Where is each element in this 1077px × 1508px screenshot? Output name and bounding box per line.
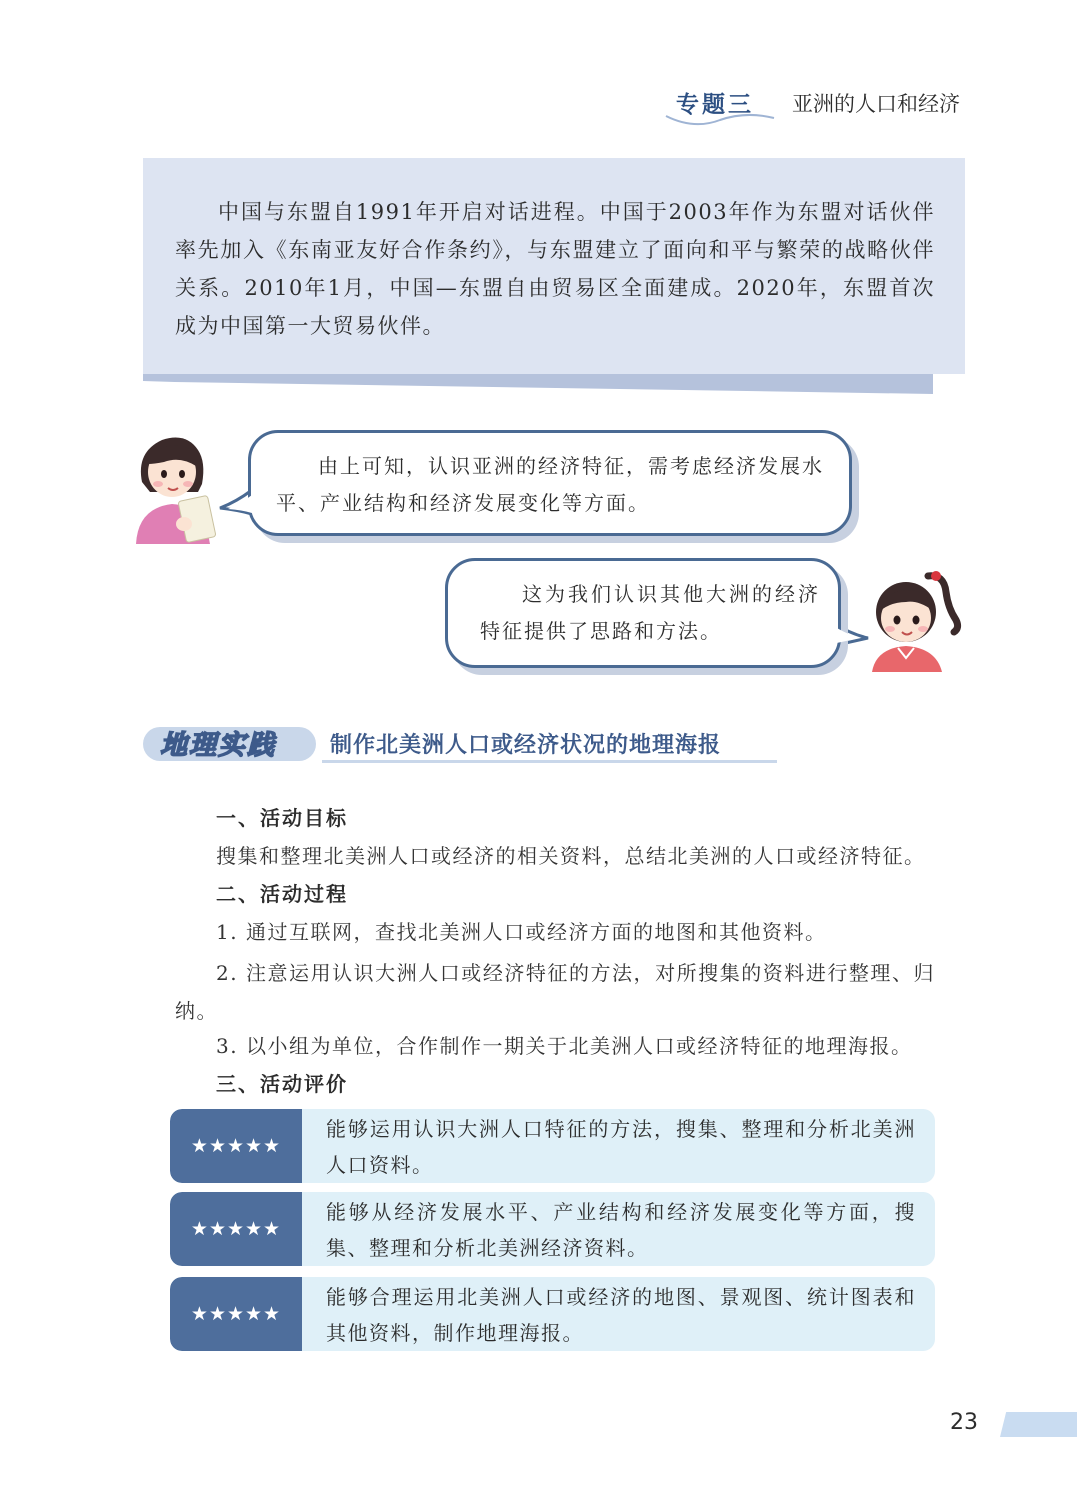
activity-goal-text: 搜集和整理北美洲人口或经济的相关资料，总结北美洲的人口或经济特征。 xyxy=(216,844,926,868)
process-step-1: 1. 通过互联网，查找北美洲人口或经济方面的地图和其他资料。 xyxy=(216,920,827,944)
student-speech-text: 这为我们认识其他大洲的经济特征提供了思路和方法。 xyxy=(480,582,820,643)
bubble2-tail-cover xyxy=(828,622,864,648)
header-title: 亚洲的人口和经济 xyxy=(792,92,960,116)
practice-title-underline xyxy=(322,760,777,763)
evaluation-row xyxy=(170,1277,935,1351)
star-rating-icon: ★★★★★ xyxy=(170,1109,302,1183)
header-wave-decoration xyxy=(664,112,776,128)
activity-process-heading: 二、活动过程 xyxy=(216,882,348,906)
activity-goal-heading: 一、活动目标 xyxy=(216,806,348,830)
evaluation-row xyxy=(170,1192,935,1266)
process-step-3: 3. 以小组为单位，合作制作一期关于北美洲人口或经济特征的地理海报。 xyxy=(216,1034,913,1058)
info-box-text: 中国与东盟自1991年开启对话进程。中国于2003年作为东盟对话伙伴率先加入《东南亚友好合作条约》，与东盟建立了面向和平与繁荣的战略伙伴关系。2010年1月，中国—东盟自由贸易区全面建成。2020年，东盟首次成为中国第一大贸易伙伴。 xyxy=(175,200,935,338)
process-step-2: 2. 注意运用认识大洲人口或经济特征的方法，对所搜集的资料进行整理、归纳。 xyxy=(175,961,935,1023)
practice-label: 地理实践 xyxy=(160,730,276,761)
evaluation-row xyxy=(170,1109,935,1183)
page-number-tab xyxy=(1000,1412,1077,1437)
evaluation-text: 能够从经济发展水平、产业结构和经济发展变化等方面，搜集、整理和分析北美洲经济资料。 xyxy=(326,1200,916,1260)
info-box-shadow-strip xyxy=(143,374,933,394)
star-rating-icon: ★★★★★ xyxy=(170,1277,302,1351)
bubble1-tail-cover xyxy=(220,492,256,516)
evaluation-text: 能够合理运用北美洲人口或经济的地图、景观图、统计图表和其他资料，制作地理海报。 xyxy=(326,1285,916,1345)
practice-title: 制作北美洲人口或经济状况的地理海报 xyxy=(330,733,722,758)
evaluation-text: 能够运用认识大洲人口特征的方法，搜集、整理和分析北美洲人口资料。 xyxy=(326,1117,916,1177)
student-character-illustration xyxy=(872,571,958,672)
activity-evaluation-heading: 三、活动评价 xyxy=(216,1072,348,1096)
star-rating-icon: ★★★★★ xyxy=(170,1192,302,1266)
header-topic: 专题三 xyxy=(676,92,754,118)
teacher-speech-text: 由上可知，认识亚洲的经济特征，需考虑经济发展水平、产业结构和经济发展变化等方面。 xyxy=(276,454,824,515)
page-number: 23 xyxy=(950,1410,978,1435)
